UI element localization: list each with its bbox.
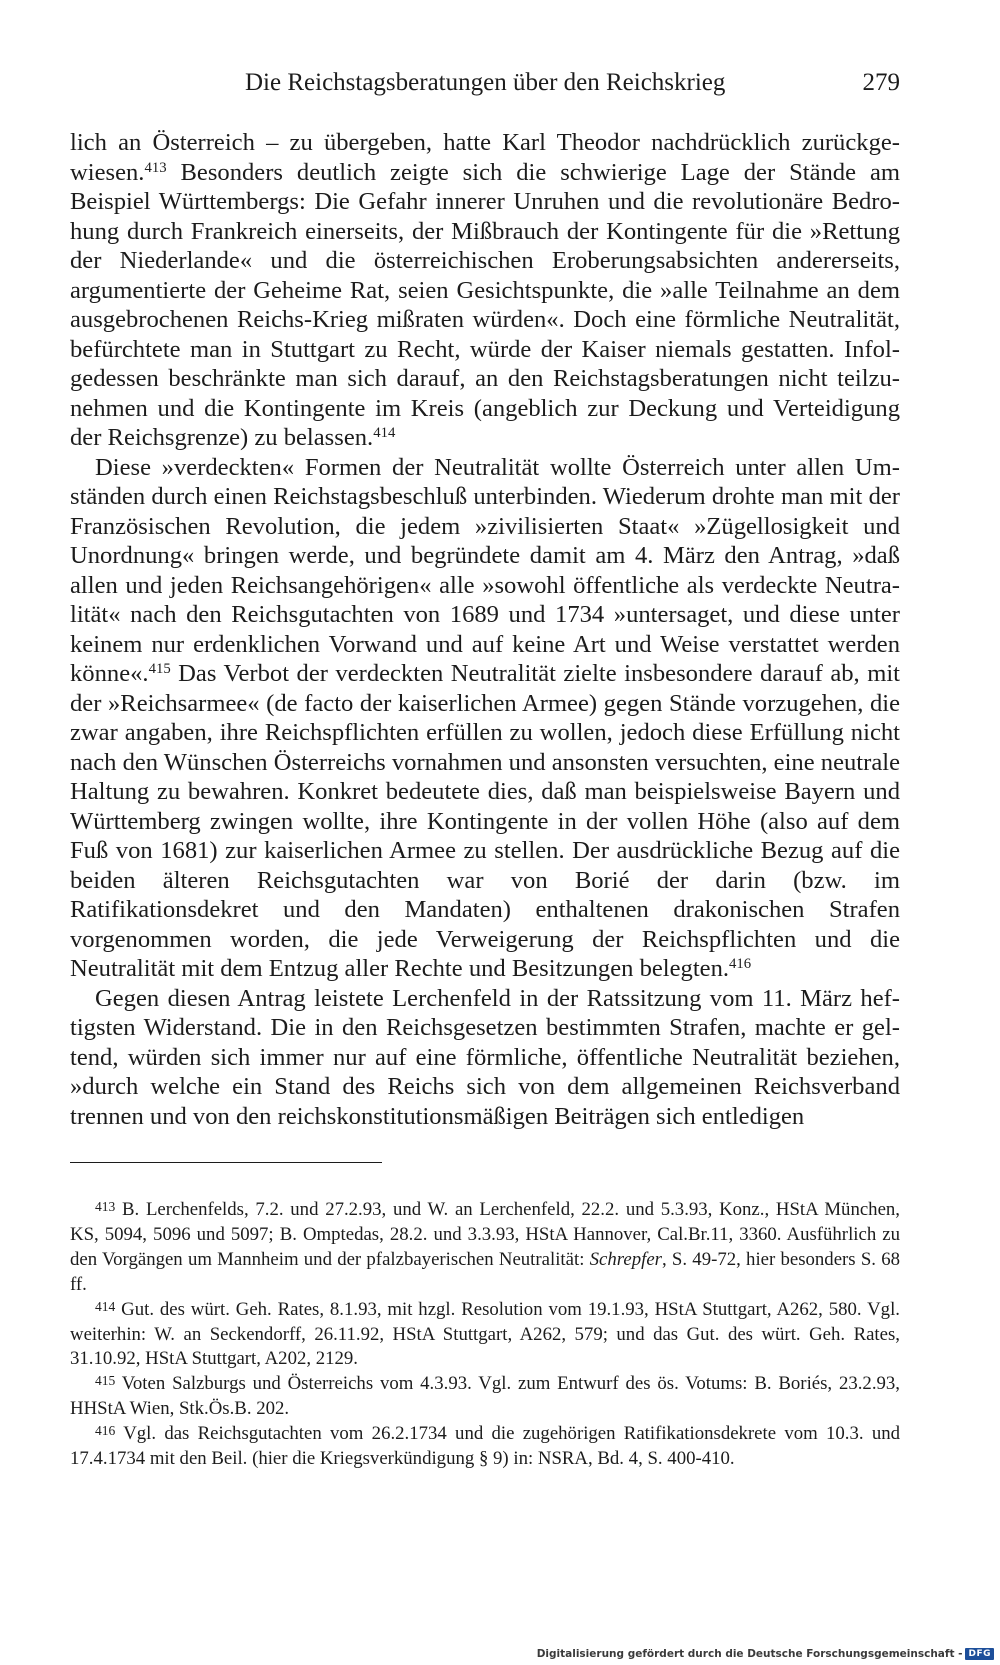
footnote-413: $^{413}$ B. Lerchenfelds, 7.2. und 27.2.93, und W. an Lerchenfeld, 22.2. und 5.3.93, Konz., HStA München, KS, 5094, 5096 und 5097; B. Omptedas, 28.2. und 3.3.93, HStA Hannover, Cal.Br.11, 3360. Ausführlich zu den Vorgängen um Mannheim und der pfalzbayerischen Neutralität: Schrepfer, S. 49-72, hier besonders S. 68 ff. — [70, 1198, 900, 1295]
page-number: 279 — [862, 69, 900, 96]
footnote-number: 416 — [95, 1423, 116, 1439]
footnote-divider — [70, 1162, 382, 1163]
footnote-ref-413[interactable]: 413 — [144, 159, 167, 176]
footnote-number: 413 — [95, 1198, 116, 1214]
footnotes — [70, 1198, 900, 1472]
paragraph-2: Diese »verdeckten« Formen der Neutralität wollte Österreich unter allen Umständen durch einen Reichstagsbeschluß unterbinden. Wiederum drohte man mit der Französischen Revolution, die jedem »zivilisierten Staat« »Zügellosigkeit und Unordnung« bringen werde, und begründete damit am 4. März den Antrag, »daß allen und jeden Reichsangehörigen« alle »sowohl öffentliche als verdeckte Neutralität« nach den Reichsgutachten von 1689 und 1734 »untersaget, und diese unter keinem nur erdenklichen Vorwand und auf keine Art und Weise verstattet werden könne«.$^{415}$ Das Verbot der verdeckten Neutralität zielte insbesondere darauf ab, mit der »Reichsarmee« (de facto der kaiserlichen Armee) gegen Stände vorzugehen, die zwar angaben, ihre Reichspflichten erfüllen zu wollen, jedoch diese Erfüllung nicht nach den Wünschen Österreichs vornahmen und ansonsten versuchten, eine neutrale Haltung zu bewahren. Konkret bedeutete dies, daß man beispielsweise Bayern und Württemberg zwingen wollte, ihre Kontingente in der vollen Höhe (also auf dem Fuß von 1681) zur kaiserlichen Armee zu stellen. Der ausdrückliche Bezug auf die beiden älteren Reichsgutachten war von Borié der darin (bzw. im Ratifikationsdekret und den Mandaten) enthaltenen drakonischen Strafen vorgenommen worden, die jede Verweigerung der Reichspflichten und die Neutralität mit dem Entzug aller Rechte und Besitzungen belegten.$^{416}$ — [70, 453, 900, 982]
author-name: Schrepfer — [589, 1248, 662, 1270]
footnote-ref-414[interactable]: 414 — [373, 424, 396, 441]
body-text — [70, 128, 900, 1131]
footnote-414: $^{414}$ Gut. des würt. Geh. Rates, 8.1.93, mit hzgl. Resolution vom 19.1.93, HStA Stuttgart, A262, 580. Vgl. weiterhin: W. an Seckendorff, 26.11.92, HStA Stuttgart, A262, 579; und das Gut. des würt. Geh. Rates, 31.10.92, HStA Stuttgart, A202, 2129. — [70, 1298, 900, 1370]
paragraph-3: Gegen diesen Antrag leistete Lerchenfeld in der Ratssitzung vom 11. März heftigsten Widerstand. Die in den Reichsgesetzen bestimmten Strafen, machte er geltend, würden sich immer nur auf eine förmliche, öffentliche Neutralität beziehen, »durch welche ein Stand des Reichs sich von dem allgemeinen Reichsverband trennen und von den reichskonstitutionsmäßigen Beiträgen sich entledigen — [70, 984, 900, 1130]
digitization-credit — [537, 1648, 994, 1660]
paragraph-1: lich an Österreich – zu übergeben, hatte Karl Theodor nachdrücklich zurückgewiesen.$^{413}$ Besonders deutlich zeigte sich die schwierige Lage der Stände am Beispiel Württembergs: Die Gefahr innerer Unruhen und die revolutionäre Bedrohung durch Frankreich einerseits, der Mißbrauch der Kontingente für die »Rettung der Niederlande« und die österreichischen Eroberungsabsichten andererseits, argumentierte der Geheime Rat, seien Gesichtspunkte, die »alle Teilnahme an dem ausgebrochenen Reichs-Krieg mißraten würden«. Doch eine förmliche Neutralität, befürchtete man in Stuttgart zu Recht, würde der Kaiser niemals gestatten. Infolgedessen beschränkte man sich darauf, an den Reichstagsberatungen nicht teilzunehmen und die Kontingente im Kreis (angeblich zur Deckung und Verteidigung der Reichsgrenze) zu belassen.$^{414}$ — [70, 129, 900, 451]
running-title: Die Reichstagsberatungen über den Reichskrieg — [245, 69, 726, 96]
footnote-number: 415 — [95, 1373, 116, 1389]
digitization-credit-text: Digitalisierung gefördert durch die Deutsche Forschungsgemeinschaft - — [536, 1648, 963, 1660]
dfg-logo[interactable]: DFG — [965, 1648, 994, 1660]
footnote-number: 414 — [95, 1298, 116, 1314]
footnote-415: $^{415}$ Voten Salzburgs und Österreichs vom 4.3.93. Vgl. zum Entwurf des ös. Votums: B. Boriés, 23.2.93, HHStA Wien, Stk.Ös.B. 202. — [70, 1373, 900, 1420]
footnote-ref-415[interactable]: 415 — [148, 660, 171, 677]
footnote-416: $^{416}$ Vgl. das Reichsgutachten vom 26.2.1734 und die zugehörigen Ratifikationsdekrete vom 10.3. und 17.4.1734 mit den Beil. (hier die Kriegsverkündigung § 9) in: NSRA, Bd. 4, S. 400-410. — [70, 1423, 900, 1470]
footnote-ref-416[interactable]: 416 — [729, 955, 752, 972]
